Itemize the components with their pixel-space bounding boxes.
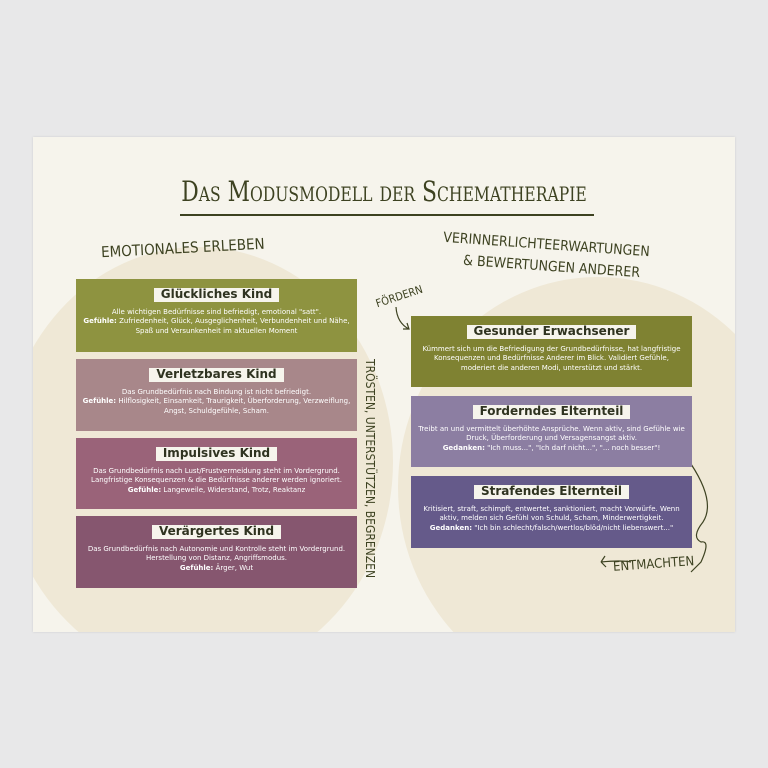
entmachten-label: ENTMACHTEN — [612, 554, 695, 575]
card-label: Gefühle: — [83, 317, 117, 325]
foerdern-label: FÖRDERN — [374, 282, 425, 311]
poster — [33, 137, 735, 632]
card-feelings: Langeweile, Widerstand, Trotz, Reaktanz — [163, 485, 306, 494]
mode-card-gluckliches-kind — [76, 279, 357, 352]
card-text: Treibt an und vermittelt überhöhte Ansprüche. Wenn aktiv, sind Gefühle wie Druck, Überforderung und Versagensangst aktiv. — [418, 424, 685, 442]
card-title: Verletzbares Kind — [149, 368, 283, 382]
card-title: Gesunder Erwachsener — [467, 325, 637, 339]
card-label: Gefühle: — [179, 563, 214, 572]
card-label: Gefühle: — [127, 485, 162, 494]
mode-card-gesunder-erwachsener — [411, 316, 692, 387]
card-feelings: "Ich bin schlecht/falsch/wertlos/blöd/nicht liebenswert..." — [474, 523, 674, 532]
card-label: Gefühle: — [82, 397, 117, 405]
card-label: Gedanken: — [429, 523, 472, 532]
card-text: Kümmert sich um die Befriedigung der Grundbedürfnisse, hat langfristige Konsequenzen und Bedürfnisse Anderer im Blick. Validiert Gefühle, moderiert die anderen Modi, unterstützt und stärkt. — [422, 344, 681, 372]
right-heading-line1: VERINNERLICHTEERWARTUNGEN — [442, 229, 651, 261]
card-text: Alle wichtigen Bedürfnisse sind befriedigt, emotional "satt". — [111, 307, 322, 316]
right-heading-line2: & BEWERTUNGEN ANDERER — [462, 252, 641, 282]
mode-card-strafendes-elternteil — [411, 476, 692, 548]
card-title: Impulsives Kind — [156, 447, 277, 461]
card-text: Das Grundbedürfnis nach Autonomie und Kontrolle steht im Vordergrund. Herstellung von Distanz, Angriffsmodus. — [87, 544, 346, 562]
card-feelings: Hilflosigkeit, Einsamkeit, Traurigkeit, Überforderung, Verzweiflung, Angst, Schuldgefühle, Scham. — [118, 397, 351, 415]
page-title: Das Modusmodell der Schematherapie — [181, 175, 587, 208]
vertical-arrow-label: TRÖSTEN, UNTERSTÜTZEN, BEGRENZEN — [363, 359, 377, 579]
card-feelings: Zufriedenheit, Glück, Ausgeglichenheit, Verbundenheit und Nähe, Spaß und Versunkenheit im aktuellen Moment — [119, 317, 350, 335]
card-label: Gedanken: — [442, 443, 485, 452]
mode-card-veraergertes-kind — [76, 516, 357, 588]
card-title: Forderndes Elternteil — [473, 405, 631, 419]
card-title: Verärgertes Kind — [152, 525, 281, 539]
foerdern-arrow-icon — [393, 305, 413, 335]
card-text: Das Grundbedürfnis nach Lust/Frustvermeidung steht im Vordergrund. Langfristige Konsequenzen & die Bedürfnisse anderer werden ignoriert. — [91, 466, 342, 484]
title-underline — [180, 214, 594, 216]
card-title: Glückliches Kind — [154, 288, 280, 302]
card-title: Strafendes Elternteil — [474, 485, 629, 499]
mode-card-forderndes-elternteil — [411, 396, 692, 467]
mode-card-impulsives-kind — [76, 438, 357, 509]
left-heading: EMOTIONALES ERLEBEN — [100, 234, 266, 262]
card-text: Das Grundbedürfnis nach Bindung ist nicht befriedigt. — [121, 387, 312, 396]
mode-card-verletzbares-kind — [76, 359, 357, 431]
card-text: Kritisiert, straft, schimpft, entwertet, sanktioniert, macht Vorwürfe. Wenn aktiv, melden sich Gefühl von Schuld, Scham, Minderwertigkeit. — [423, 504, 680, 522]
card-feelings: Ärger, Wut — [215, 563, 254, 572]
card-feelings: "Ich muss...", "Ich darf nicht...", "... noch besser"! — [487, 443, 661, 452]
